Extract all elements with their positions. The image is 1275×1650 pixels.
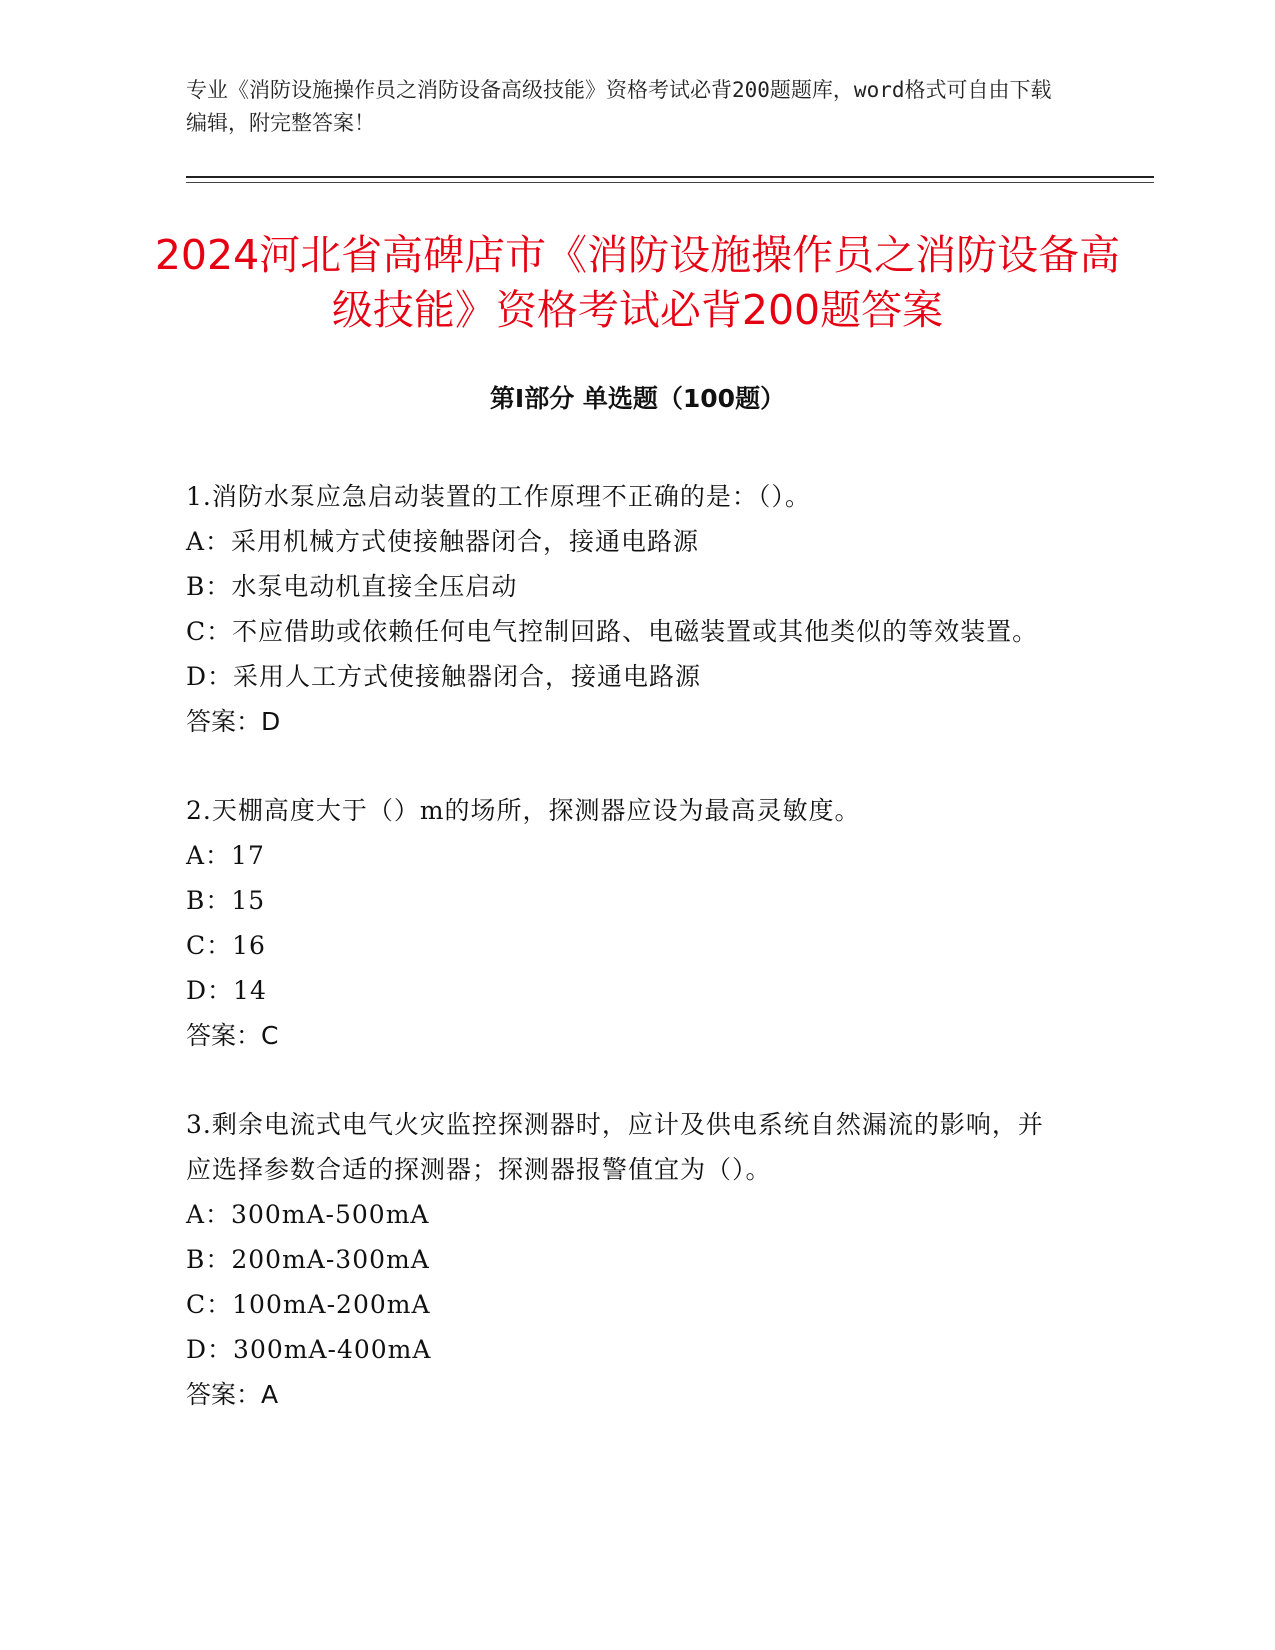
question-option-b: B：水泵电动机直接全压启动 — [186, 572, 518, 601]
question-spacer — [186, 744, 1066, 788]
question-option-c: C：不应借助或依赖任何电气控制回路、电磁装置或其他类似的等效装置。 — [186, 617, 1039, 646]
question-answer: 答案：C — [186, 1021, 279, 1050]
header-divider-thin — [186, 182, 1154, 183]
question-option-a: A：17 — [186, 841, 265, 870]
header-divider-thick — [186, 176, 1154, 178]
question-3 — [186, 1102, 1066, 1417]
question-answer: 答案：D — [186, 707, 281, 736]
question-option-d: D：采用人工方式使接触器闭合，接通电路源 — [186, 662, 702, 691]
question-list — [186, 474, 1066, 1417]
question-option-d: D：300mA-400mA — [186, 1335, 432, 1364]
header-note: 专业《消防设施操作员之消防设备高级技能》资格考试必背200题题库，word格式可自由下载编辑，附完整答案！ — [186, 78, 1052, 135]
question-option-b: B：15 — [186, 886, 266, 915]
question-spacer — [186, 1058, 1066, 1102]
question-option-d: D：14 — [186, 976, 267, 1005]
document-title: 2024河北省高碑店市《消防设施操作员之消防设备高级技能》资格考试必背200题答案 — [154, 231, 1121, 334]
question-option-c: C：100mA-200mA — [186, 1290, 431, 1319]
question-stem: 1.消防水泵应急启动装置的工作原理不正确的是：（）。 — [186, 482, 811, 511]
question-option-c: C：16 — [186, 931, 266, 960]
section-title: 第Ⅰ部分 单选题（100题） — [489, 384, 786, 413]
question-answer: 答案：A — [186, 1380, 279, 1409]
question-stem: 3.剩余电流式电气火灾监控探测器时，应计及供电系统自然漏流的影响，并应选择参数合适的探测器；探测器报警值宜为（）。 — [186, 1110, 1044, 1184]
question-1 — [186, 474, 1066, 744]
question-stem: 2.天棚高度大于（）m的场所，探测器应设为最高灵敏度。 — [186, 796, 861, 825]
question-option-b: B：200mA-300mA — [186, 1245, 430, 1274]
question-2 — [186, 788, 1066, 1058]
question-option-a: A：300mA-500mA — [186, 1200, 430, 1229]
question-option-a: A：采用机械方式使接触器闭合，接通电路源 — [186, 527, 700, 556]
